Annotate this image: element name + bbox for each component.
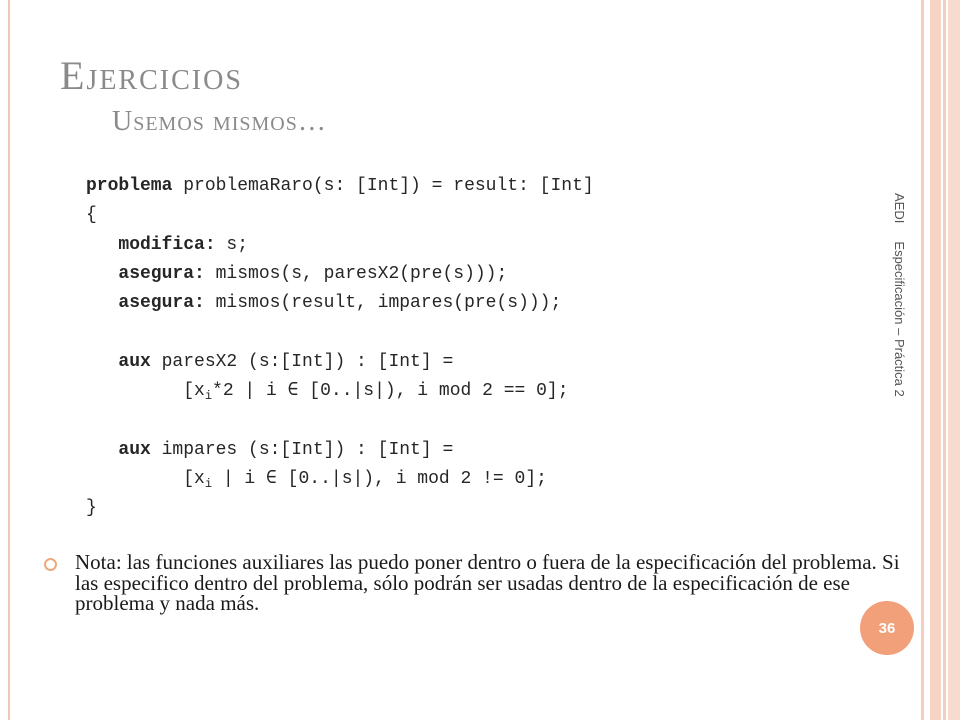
code-text: s; — [215, 234, 249, 255]
code-text: problemaRaro(s: [Int]) = result: [Int] — [172, 176, 594, 196]
code-line — [86, 436, 594, 465]
code-indent — [86, 440, 118, 460]
code-line — [86, 348, 594, 377]
code-text: mismos(result, impares(pre(s))); — [204, 293, 562, 314]
code-line — [86, 201, 594, 230]
side-caption — [893, 193, 913, 453]
code-line — [86, 172, 594, 201]
code-blank-line — [86, 406, 594, 435]
code-subscript: i — [204, 476, 213, 491]
code-text: paresX2 (s:[Int]) : [Int] = — [150, 351, 454, 372]
code-keyword: problema — [86, 176, 173, 196]
code-keyword: aux — [118, 351, 151, 372]
code-block — [86, 172, 594, 524]
code-indent — [86, 469, 183, 489]
code-subscript: i — [204, 389, 213, 404]
code-text: | i ∈ [0..|s|), i mod 2 != 0]; — [212, 468, 547, 489]
code-text: impares (s:[Int]) : [Int] = — [150, 439, 454, 460]
code-line — [86, 377, 594, 406]
code-text: [x — [183, 381, 205, 402]
code-indent — [86, 293, 118, 313]
code-text: mismos(s, paresX2(pre(s))); — [204, 263, 508, 284]
code-line — [86, 465, 594, 494]
code-indent — [86, 381, 183, 401]
right-stripe — [948, 0, 960, 720]
code-keyword: asegura: — [118, 293, 205, 314]
side-caption-text: AEDI Especificación – Práctica 2 — [892, 193, 907, 397]
code-indent — [86, 264, 118, 284]
code-text: { — [86, 205, 97, 226]
code-keyword: modifica: — [118, 234, 216, 255]
code-line — [86, 231, 594, 260]
slide-subtitle: Usemos mismos… — [112, 106, 327, 137]
slide-title: Ejercicios — [60, 53, 243, 98]
code-indent — [86, 352, 118, 372]
code-keyword: asegura: — [118, 263, 205, 284]
code-line — [86, 289, 594, 318]
left-border-line — [8, 0, 10, 720]
right-stripe — [921, 0, 924, 720]
page-number-badge: 36 — [860, 601, 914, 655]
bullet-circle-icon — [44, 558, 57, 571]
code-text: [x — [183, 468, 205, 489]
code-indent — [86, 235, 118, 255]
code-blank-line — [86, 318, 594, 347]
code-text: } — [86, 498, 97, 519]
code-text: *2 | i ∈ [0..|s|), i mod 2 == 0]; — [212, 381, 569, 402]
code-line — [86, 494, 594, 523]
right-stripe — [943, 0, 946, 720]
right-stripe — [930, 0, 941, 720]
code-line — [86, 260, 594, 289]
code-keyword: aux — [118, 439, 151, 460]
note-text: Nota: las funciones auxiliares las puedo poner dentro o fuera de la especificación del problema. Si las especifico dentro del problema, sólo podrán ser usadas dentro de la especificación de ese problema y nada más. — [75, 550, 900, 615]
